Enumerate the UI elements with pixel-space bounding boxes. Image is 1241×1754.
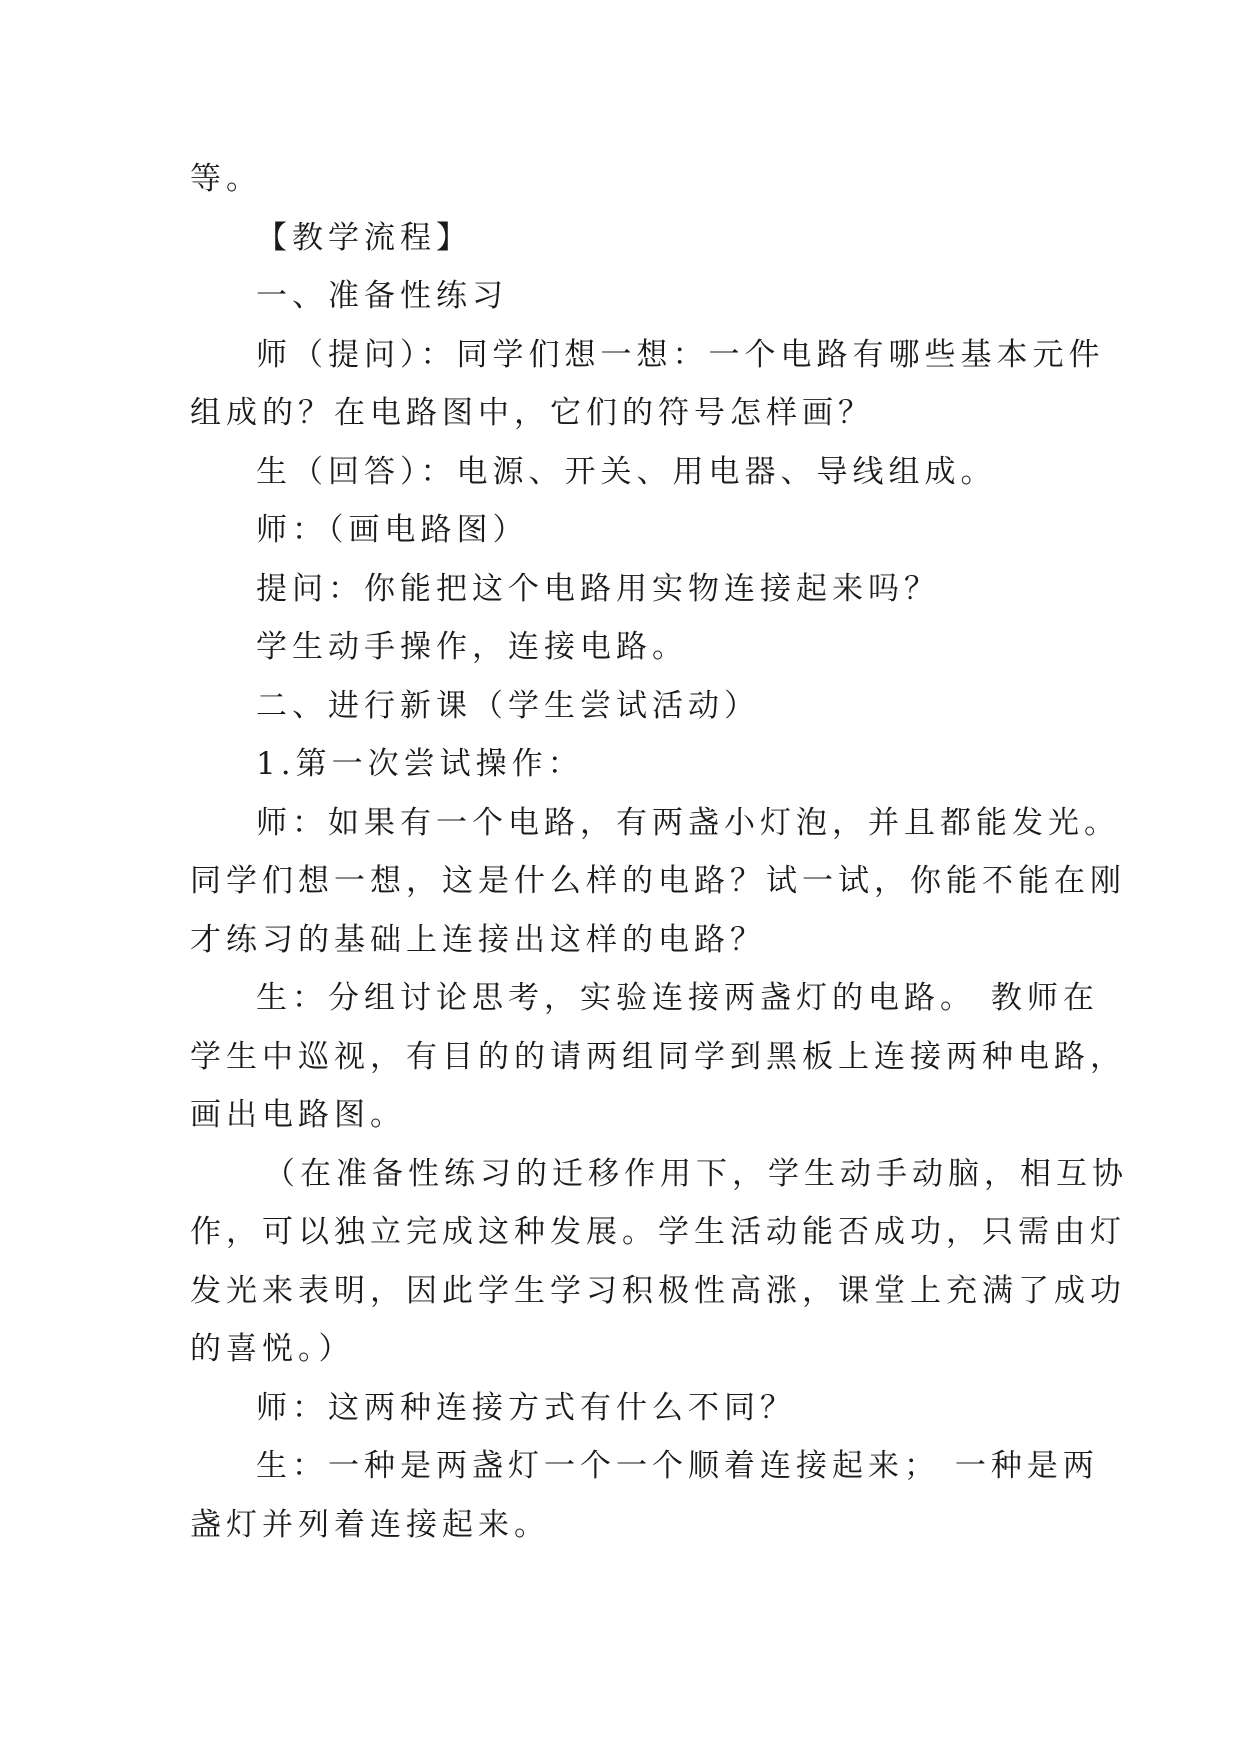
text-line: 学生中巡视，有目的的请两组同学到黑板上连接两种电路， (190, 1038, 1126, 1075)
text-line: 同学们想一想，这是什么样的电路？试一试，你能不能在刚 (190, 863, 1126, 899)
text-line: 作，可以独立完成这种发展。学生活动能否成功，只需由灯 (190, 1214, 1126, 1250)
text-line: 师：这两种连接方式有什么不同？ (256, 1389, 796, 1426)
text-line: 的喜悦。） (190, 1331, 355, 1367)
text-line: 生（回答）：电源、开关、用电器、导线组成。 (256, 453, 997, 490)
text-line: 师（提问）：同学们想一想：一个电路有哪些基本元件 (256, 336, 1105, 373)
text-line: 师：如果有一个电路，有两盏小灯泡，并且都能发光。 (256, 804, 1120, 841)
text-line: 盏灯并列着连接起来。 (190, 1506, 550, 1543)
text-line: 生：分组讨论思考，实验连接两盏灯的电路。 教师在 (256, 980, 1099, 1016)
subsection-heading: 一、准备性练习 (256, 278, 508, 314)
text-line: 师：（画电路图） (256, 512, 529, 548)
text-line: 画出电路图。 (190, 1097, 406, 1133)
text-line: 生：一种是两盏灯一个一个顺着连接起来； 一种是两 (256, 1448, 1099, 1484)
text-line: 学生动手操作，连接电路。 (256, 629, 688, 665)
text-line: （在准备性练习的迁移作用下，学生动手动脑，相互协 (264, 1155, 1128, 1192)
text-line: 提问：你能把这个电路用实物连接起来吗？ (256, 570, 940, 607)
text-line: 才练习的基础上连接出这样的电路？ (190, 921, 766, 958)
text-line: 组成的？在电路图中，它们的符号怎样画？ (190, 395, 874, 431)
text-line: 发光来表明，因此学生学习积极性高涨，课堂上充满了成功 (190, 1272, 1126, 1309)
section-heading: 【教学流程】 (256, 219, 472, 256)
subsection-heading: 二、进行新课（学生尝试活动） (256, 687, 760, 724)
numbered-item: 1.第一次尝试操作： (256, 746, 584, 782)
document-page (190, 150, 1128, 1554)
text-line: 等。 (190, 161, 262, 197)
